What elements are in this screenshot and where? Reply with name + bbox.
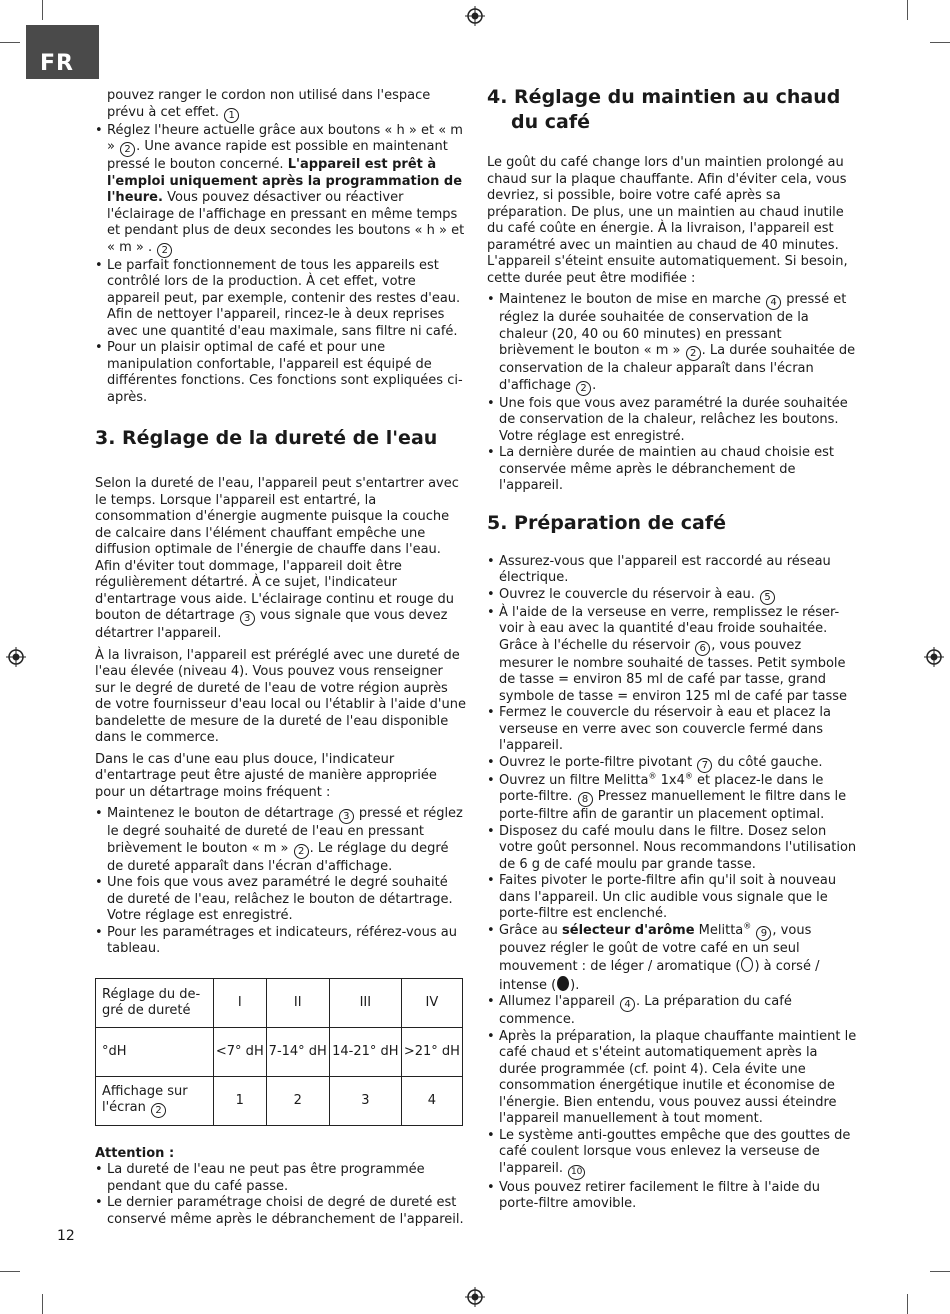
- keep-warm-list: [487, 292, 857, 495]
- crop-mark: [907, 1294, 908, 1314]
- table-cell: °dH: [96, 1027, 214, 1076]
- right-column: [487, 85, 857, 1218]
- crop-mark: [930, 1271, 950, 1272]
- list-item: • Pour les paramétrages et indicateurs, référez-vous au tableau.: [95, 925, 467, 958]
- list-item: • Disposez du café moulu dans le filtre. Dosez selon votre goût personnel. Nous recommandons l'utilisation de 6 g de café moulu par grande tasse.: [487, 824, 857, 874]
- list-item: • Le système anti-gouttes empêche que des gouttes de café coulent lorsque vous enlevez la verseuse de l'appareil. 10: [487, 1128, 857, 1180]
- ref-number: 8: [578, 792, 593, 807]
- ref-number: 9: [756, 926, 771, 941]
- crop-mark: [42, 0, 43, 20]
- paragraph: Le goût du café change lors d'un maintien prolongé au chaud sur la plaque chauffante. Afin d'éviter cela, vous devriez, si possible, boire votre café après sa préparation. De plus, une un maintien au chaud inutile du café coûte en énergie. À la livraison, l'appareil est paramétré avec un maintien au chaud de 40 minutes. L'appareil s'éteint ensuite automatiquement. Si besoin, cette durée peut être modifiée :: [487, 155, 848, 286]
- left-column: [95, 88, 467, 1233]
- section-5-title: 5. Préparation de café: [487, 511, 726, 534]
- list-item: • Ouvrez le couvercle du réservoir à eau. 5: [487, 587, 857, 605]
- list-item: • La dernière durée de maintien au chaud choisie est conservée même après le débranchement de l'appareil.: [487, 445, 857, 495]
- list-item: • La dureté de l'eau ne peut pas être programmée pendant que du café passe.: [95, 1162, 467, 1195]
- section-3-title: 3. Réglage de la dureté de l'eau: [95, 427, 438, 449]
- table-cell: 7-14° dH: [266, 1027, 329, 1076]
- registration-mark-icon: [465, 1287, 485, 1307]
- table-cell: IV: [401, 978, 462, 1027]
- table-row: [96, 1076, 463, 1125]
- list-item: • Maintenez le bouton de détartrage 3 pressé et réglez le degré souhaité de dureté de l'eau en pressant brièvement le bouton « m » 2 . Le réglage du degré de dureté apparaît dans l'écran d'affichage.: [95, 806, 467, 875]
- ref-number: 5: [760, 590, 775, 605]
- registration-mark-icon: [465, 6, 485, 26]
- intro-paragraph: pouvez ranger le cordon non utilisé dans l'espace prévu à cet effet. 1: [107, 88, 431, 121]
- ref-number: 4: [766, 295, 781, 310]
- attention-title: Attention :: [95, 1145, 175, 1161]
- paragraph: Dans le cas d'une eau plus douce, l'indicateur d'entartrage peut être ajusté de manière appropriée pour un détartrage moins fréquent :: [95, 751, 437, 800]
- table-cell: <7° dH: [214, 1027, 267, 1076]
- hardness-table: [95, 978, 463, 1126]
- list-item: • À l'aide de la verseuse en verre, remplissez le réser-voir à eau avec la quantité d'eau froide souhaitée. Grâce à l'échelle du réservoir 6 , vous pouvez mesurer le nombre souhaité de tasses. Petit symbole de tasse = environ 85 ml de café par tasse, grand symbole de tasse = environ 125 ml de café par tasse: [487, 605, 857, 706]
- list-item: • Fermez le couvercle du réservoir à eau et placez la verseuse en verre avec son couvercle fermé dans l'appareil.: [487, 705, 857, 755]
- attention-list: [95, 1162, 467, 1228]
- list-item: • Pour un plaisir optimal de café et pour une manipulation confortable, l'appareil est équipé de différentes fonctions. Ces fonctions sont expliquées ci-après.: [95, 340, 467, 406]
- list-item: • Réglez l'heure actuelle grâce aux boutons « h » et « m » 2 . Une avance rapide est possible en maintenant pressé le bouton concerné. L'appareil est prêt à l'emploi uniquement après la programmation de l'heure. Vous pouvez désactiver ou réactiver l'éclairage de l'affichage en pressant en même temps et pendant plus de deux secondes les boutons « h » et « m » . 2: [95, 123, 467, 258]
- paragraph: Selon la dureté de l'eau, l'appareil peut s'entartrer avec le temps. Lorsque l'appareil est entartré, la consommation d'énergie augmente puisque la couche de calcaire dans l'élément chauffant empêche une diffusion optimale de l'énergie de chauffe dans l'eau. Afin d'éviter tout dommage, l'appareil doit être régulièrement détartré. À ce sujet, l'indicateur d'entartrage vous aide. L'éclairage continu et rouge du bouton de détartrage 3 vous signale que vous devez détartrer l'appareil.: [95, 476, 459, 641]
- registration-mark-icon: [6, 647, 26, 667]
- list-item: • Une fois que vous avez paramétré la durée souhaitée de conservation de la chaleur, relâchez les boutons. Votre réglage est enregistré.: [487, 396, 857, 446]
- crop-mark: [0, 1271, 20, 1272]
- hardness-list: [95, 806, 467, 958]
- list-item: • Assurez-vous que l'appareil est raccordé au réseau électrique.: [487, 554, 857, 587]
- dark-bean-icon: [557, 976, 569, 991]
- table-cell: 2: [266, 1076, 329, 1125]
- table-cell: 14-21° dH: [329, 1027, 401, 1076]
- table-cell: 1: [214, 1076, 267, 1125]
- ref-number: 10: [568, 1165, 585, 1180]
- list-item: • Ouvrez un filtre Melitta® 1x4® et placez-le dans le porte-filtre. 8 Pressez manuellement le filtre dans le porte-filtre afin de garantir un placement optimal.: [487, 773, 857, 824]
- table-cell: Réglage du de-gré de dureté: [96, 978, 214, 1027]
- table-cell: II: [266, 978, 329, 1027]
- list-item: • Après la préparation, la plaque chauffante maintient le café chaud et s'éteint automatiquement après la durée programmée (cf. point 4). Cela évite une consommation énergétique inutile et économise de l'énergie. Bien entendu, vous pouvez aussi éteindre l'appareil manuellement à tout moment.: [487, 1029, 857, 1128]
- list-item: • Allumez l'appareil 4 . La préparation du café commence.: [487, 994, 857, 1029]
- light-bean-icon: [741, 957, 753, 972]
- paragraph: À la livraison, l'appareil est préréglé avec une dureté de l'eau élevée (niveau 4). Vous pouvez vous renseigner sur le degré de dureté de l'eau de votre région auprès de votre fournisseur d'eau local ou l'établir à l'aide d'une bandelette de mesure de la dureté de l'eau disponible dans le commerce.: [95, 647, 466, 745]
- section-4-title: 4. Réglage du maintien au chaud du café: [487, 86, 841, 133]
- ref-number: 3: [339, 809, 354, 824]
- ref-number: 2: [120, 142, 135, 157]
- table-row: [96, 978, 463, 1027]
- list-item: • Une fois que vous avez paramétré le degré souhaité de dureté de l'eau, relâchez le bouton de détartrage. Votre réglage est enregistré.: [95, 875, 467, 925]
- page-number: 12: [57, 1228, 75, 1244]
- crop-mark: [907, 0, 908, 20]
- ref-number: 2: [151, 1103, 166, 1118]
- list-item: • Grâce au sélecteur d'arôme Melitta® 9 , vous pouvez régler le goût de votre café en un seul mouvement : de léger / aromatique ( ) à corsé / intense ( ).: [487, 923, 857, 995]
- preparation-list: [487, 554, 857, 1213]
- list-item: • Faites pivoter le porte-filtre afin qu'il soit à nouveau dans l'appareil. Un clic audible vous signale que le porte-filtre est enclenché.: [487, 873, 857, 923]
- table-cell: III: [329, 978, 401, 1027]
- language-tab: FR: [26, 25, 99, 79]
- ref-number: 1: [224, 108, 239, 123]
- ref-number: 4: [620, 997, 635, 1012]
- list-item: • Le parfait fonctionnement de tous les appareils est contrôlé lors de la production. À cet effet, votre appareil peut, par exemple, contenir des restes d'eau. Afin de nettoyer l'appareil, rincez-le à deux reprises avec une quantité d'eau maximale, sans filtre ni café.: [95, 258, 467, 341]
- table-cell: I: [214, 978, 267, 1027]
- table-cell: 3: [329, 1076, 401, 1125]
- list-item: • Maintenez le bouton de mise en marche 4 pressé et réglez la durée souhaitée de conservation de la chaleur (20, 40 ou 60 minutes) en pressant brièvement le bouton « m » 2 . La durée souhaitée de conservation de la chaleur apparaît dans l'écran d'affichage 2 .: [487, 292, 857, 396]
- table-cell: Affichage sur l'écran 2: [96, 1076, 214, 1125]
- intro-list: [95, 123, 467, 407]
- table-row: [96, 1027, 463, 1076]
- ref-number: 2: [686, 346, 701, 361]
- list-item: • Vous pouvez retirer facilement le filtre à l'aide du porte-filtre amovible.: [487, 1180, 857, 1213]
- crop-mark: [930, 42, 950, 43]
- ref-number: 2: [576, 381, 591, 396]
- ref-number: 3: [240, 611, 255, 626]
- ref-number: 7: [697, 758, 712, 773]
- ref-number: 2: [294, 844, 309, 859]
- crop-mark: [42, 1294, 43, 1314]
- ref-number: 6: [695, 641, 710, 656]
- list-item: • Ouvrez le porte-filtre pivotant 7 du côté gauche.: [487, 755, 857, 773]
- registration-mark-icon: [924, 647, 944, 667]
- ref-number: 2: [157, 243, 172, 258]
- crop-mark: [0, 42, 20, 43]
- table-cell: >21° dH: [401, 1027, 462, 1076]
- table-cell: 4: [401, 1076, 462, 1125]
- list-item: • Le dernier paramétrage choisi de degré de dureté est conservé même après le débranchement de l'appareil.: [95, 1195, 467, 1228]
